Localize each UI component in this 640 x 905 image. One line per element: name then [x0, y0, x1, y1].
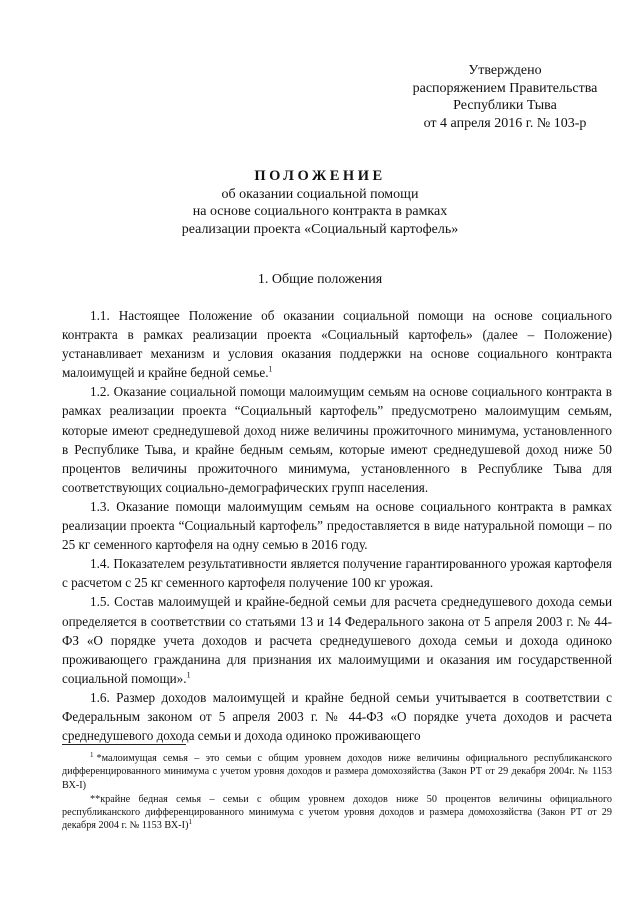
footnote-ref: 1: [186, 670, 191, 680]
footnote-1-text: *малоимущая семья – это семьи с общим уровнем доходов ниже величины официального республиканского дифференцированного минимума с учетом уровня доходов и размера домохозяйства (Закон РТ от 29 декабря 2004г. № 1153 ВХ-I): [62, 753, 612, 791]
document-title-block: [0, 168, 640, 238]
document-subtitle-line-1: об оказании социальной помощи: [221, 186, 419, 202]
document-subtitle-line-2: на основе социального контракта в рамках: [192, 204, 448, 219]
footnote-mark: 1: [90, 750, 94, 759]
footnote-ref: 1: [268, 364, 273, 374]
approval-line-order: распоряжением Правительства: [412, 80, 598, 96]
approval-stamp: [400, 62, 610, 132]
paragraph-1-4: 1.4. Показателем результативности является получение гарантированного урожая картофеля с расчетом с 25 кг семенного картофеля получение 100 кг урожая.: [62, 556, 612, 591]
paragraph-1-6: 1.6. Размер доходов малоимущей и крайне бедной семьи учитывается в соответствии с Федеральным законом от 5 апреля 2003 г. № 44-ФЗ «О порядке учета доходов и расчета среднедушевого дохода семьи и дохода одиноко проживающего: [62, 689, 612, 744]
paragraph-1-1: [62, 306, 612, 382]
approval-line-republic: Республики Тыва: [453, 98, 557, 113]
paragraph-1-5-text: 1.5. Состав малоимущей и крайне-бедной семьи для расчета среднедушевого дохода семьи определяется в соответствии со статьями 13 и 14 Федерального закона от 5 апреля 2003 г. № 44-ФЗ «О порядке учета доходов и расчета среднедушевого дохода семьи и дохода одиноко проживающего гражданина для признания их малоимущими и оказания им государственной социальной помощи».: [62, 594, 612, 686]
approval-line-date: от 4 апреля 2016 г. № 103-р: [423, 115, 587, 131]
footnotes: [62, 752, 612, 834]
section-heading: 1. Общие положения: [257, 272, 383, 287]
footnote-2: [62, 793, 612, 833]
footnote-ref: 1: [188, 818, 192, 827]
footnote-divider: [62, 744, 186, 745]
paragraph-1-2: 1.2. Оказание социальной помощи малоимущим семьям на основе социального контракта в рамках реализации проекта “Социальный картофель” предусмотрено малоимущим семьям, которые имеют среднедушевой доход ниже величины прожиточного минимума, установленного в Республике Тыва, и крайне бедным семьям, которые имеют среднедушевой доход ниже 50 процентов величины прожиточного минимума, установленного в Республике Тыва для соответствующих социально-демографических групп населения.: [62, 384, 612, 495]
document-body: [62, 306, 612, 745]
footnote-2-text: **крайне бедная семья – семьи с общим уровнем доходов ниже 50 процентов величины официального республиканского дифференцированного минимума с учетом уровня доходов и размера домохозяйства (Закон РТ от 29 декабря 2004 г. № 1153 ВХ-I): [62, 793, 612, 832]
document-title: ПОЛОЖЕНИЕ: [254, 168, 386, 184]
paragraph-1-5: [62, 592, 612, 687]
approval-line-approved: Утверждено: [468, 63, 542, 78]
paragraph-1-3: 1.3. Оказание помощи малоимущим семьям на основе социального контракта в рамках реализации проекта “Социальный картофель” предоставляется в виде натуральной помощи – по 25 кг семенного картофеля на одну семью в 2016 году.: [62, 498, 612, 553]
paragraph-1-1-text: 1.1. Настоящее Положение об оказании социальной помощи на основе социального контракта в рамках реализации проекта «Социальный картофель» (далее – Положение) устанавливает механизм и условия оказания поддержки на основе социального контракта малоимущей и крайне бедной семье.: [62, 308, 612, 381]
footnote-1: [62, 752, 612, 792]
document-subtitle-line-3: реализации проекта «Социальный картофель»: [181, 221, 459, 237]
